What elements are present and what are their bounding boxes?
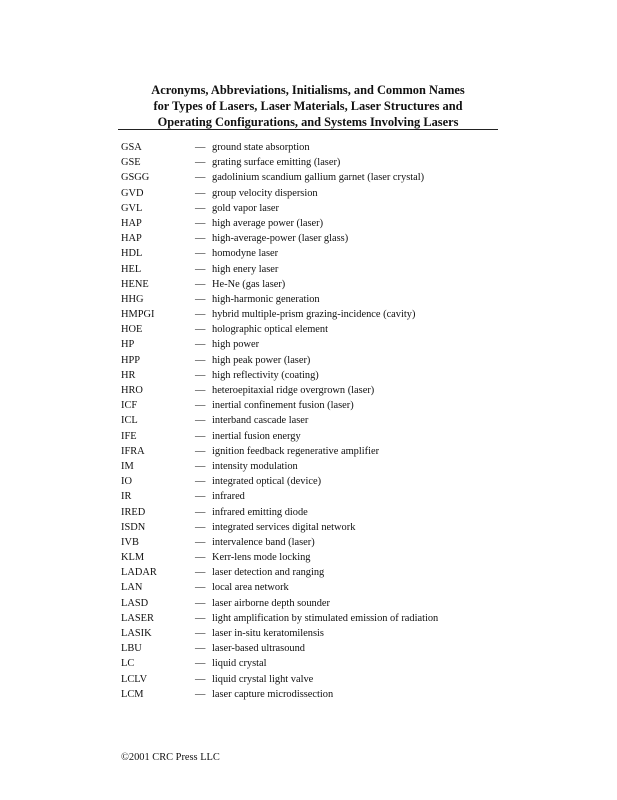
- definition: intensity modulation: [212, 460, 298, 472]
- separator-dash: —: [195, 643, 206, 655]
- definition: high-average-power (laser glass): [212, 233, 349, 245]
- definition: liquid crystal: [212, 658, 267, 670]
- list-item: [121, 611, 521, 626]
- acronym: HAP: [121, 217, 142, 229]
- definition: high enery laser: [212, 263, 279, 275]
- definition: Kerr-lens mode locking: [212, 552, 311, 564]
- definition: integrated services digital network: [212, 521, 356, 533]
- acronym: KLM: [121, 552, 145, 564]
- separator-dash: —: [195, 339, 206, 351]
- list-item: [121, 201, 521, 216]
- definition: laser capture microdissection: [212, 688, 334, 700]
- separator-dash: —: [195, 582, 206, 594]
- definition: heteroepitaxial ridge overgrown (laser): [212, 385, 375, 396]
- definition: high peak power (laser): [212, 354, 311, 366]
- separator-dash: —: [195, 354, 206, 366]
- list-item: [121, 262, 521, 277]
- acronym: HAP: [121, 233, 142, 245]
- list-item: [121, 565, 521, 580]
- definition: laser airborne depth sounder: [212, 597, 331, 609]
- separator-dash: —: [195, 460, 206, 472]
- title-line-1: Acronyms, Abbreviations, Initialisms, and Common Names: [151, 83, 465, 97]
- separator-dash: —: [195, 400, 206, 412]
- acronym: LCLV: [121, 673, 148, 685]
- definition: grating surface emitting (laser): [212, 157, 341, 169]
- acronym: HR: [121, 369, 136, 381]
- separator-dash: —: [195, 506, 206, 518]
- acronym: IRED: [121, 506, 146, 518]
- definition: infrared: [212, 491, 245, 503]
- separator-dash: —: [195, 324, 206, 336]
- separator-dash: —: [195, 567, 206, 579]
- list-item: [121, 672, 521, 687]
- acronym: LCM: [121, 688, 144, 700]
- separator-dash: —: [195, 309, 206, 321]
- separator-dash: —: [195, 293, 206, 305]
- definition: inertial fusion energy: [212, 430, 301, 442]
- acronym: HDL: [121, 248, 143, 260]
- definition: gadolinium scandium gallium garnet (laser crystal): [212, 172, 425, 184]
- definition: high average power (laser): [212, 217, 324, 229]
- list-item: [121, 216, 521, 231]
- title-rule: [118, 129, 498, 130]
- definition: infrared emitting diode: [212, 506, 308, 518]
- definition: light amplification by stimulated emission of radiation: [212, 612, 439, 624]
- list-item: [121, 550, 521, 565]
- list-item: [121, 383, 521, 398]
- separator-dash: —: [195, 673, 206, 685]
- acronym: GSE: [121, 157, 141, 169]
- separator-dash: —: [195, 217, 206, 229]
- list-item: [121, 170, 521, 185]
- acronym: HRO: [121, 385, 143, 396]
- list-item: [121, 474, 521, 489]
- list-item: [121, 155, 521, 170]
- separator-dash: —: [195, 263, 206, 275]
- acronym: HENE: [121, 278, 149, 290]
- acronym: LADAR: [121, 567, 157, 579]
- separator-dash: —: [195, 552, 206, 564]
- acronym: IFE: [121, 430, 137, 442]
- list-item: [121, 687, 521, 702]
- definition: high power: [212, 339, 260, 351]
- separator-dash: —: [195, 157, 206, 169]
- definition: laser detection and ranging: [212, 567, 325, 579]
- acronym: LC: [121, 658, 135, 670]
- acronym-list: [121, 140, 521, 702]
- definition: group velocity dispersion: [212, 187, 318, 199]
- definition: gold vapor laser: [212, 202, 279, 214]
- separator-dash: —: [195, 597, 206, 609]
- definition: intervalence band (laser): [212, 536, 315, 548]
- definition: integrated optical (device): [212, 476, 322, 488]
- acronym: LAN: [121, 582, 143, 594]
- separator-dash: —: [195, 415, 206, 427]
- definition: ignition feedback regenerative amplifier: [212, 445, 380, 457]
- separator-dash: —: [195, 536, 206, 548]
- acronym: LASER: [121, 612, 154, 624]
- title-line-3: Operating Configurations, and Systems Involving Lasers: [157, 115, 459, 129]
- acronym: HHG: [121, 293, 144, 305]
- list-item: [121, 277, 521, 292]
- copyright-footer: ©2001 CRC Press LLC: [121, 752, 220, 763]
- acronym: HEL: [121, 263, 142, 275]
- acronym: GSGG: [121, 172, 150, 184]
- list-item: [121, 489, 521, 504]
- separator-dash: —: [195, 628, 206, 639]
- separator-dash: —: [195, 278, 206, 290]
- separator-dash: —: [195, 476, 206, 488]
- acronym: LASD: [121, 597, 149, 609]
- acronym: ICF: [121, 400, 138, 412]
- list-item: [121, 292, 521, 307]
- list-item: [121, 535, 521, 550]
- list-item: [121, 641, 521, 656]
- acronym: IVB: [121, 536, 139, 548]
- separator-dash: —: [195, 233, 206, 245]
- separator-dash: —: [195, 430, 206, 442]
- definition: interband cascade laser: [212, 415, 309, 427]
- list-item: [121, 459, 521, 474]
- list-item: [121, 322, 521, 337]
- acronym: IR: [121, 491, 132, 503]
- separator-dash: —: [195, 142, 206, 153]
- list-item: [121, 596, 521, 611]
- acronym: ISDN: [121, 521, 146, 533]
- definition: inertial confinement fusion (laser): [212, 400, 354, 412]
- definition: high-harmonic generation: [212, 293, 320, 305]
- list-item: [121, 505, 521, 520]
- list-item: [121, 626, 521, 641]
- acronym: GSA: [121, 142, 142, 153]
- definition: homodyne laser: [212, 248, 279, 260]
- list-item: [121, 246, 521, 261]
- acronym: IO: [121, 476, 132, 488]
- definition: holographic optical element: [212, 324, 328, 336]
- page-title: [118, 82, 498, 130]
- definition: He-Ne (gas laser): [212, 278, 286, 290]
- list-item: [121, 429, 521, 444]
- acronym: GVL: [121, 202, 143, 214]
- title-line-2: for Types of Lasers, Laser Materials, Laser Structures and: [153, 99, 463, 113]
- acronym: HOE: [121, 324, 143, 336]
- separator-dash: —: [195, 521, 206, 533]
- list-item: [121, 520, 521, 535]
- definition: liquid crystal light valve: [212, 673, 314, 685]
- list-item: [121, 186, 521, 201]
- acronym: HMPGI: [121, 309, 155, 321]
- acronym: LASIK: [121, 628, 152, 639]
- acronym: HPP: [121, 354, 141, 366]
- separator-dash: —: [195, 385, 206, 396]
- separator-dash: —: [195, 202, 206, 214]
- list-item: [121, 140, 521, 155]
- separator-dash: —: [195, 658, 206, 670]
- definition: high reflectivity (coating): [212, 369, 319, 381]
- acronym: IFRA: [121, 445, 145, 457]
- list-item: [121, 413, 521, 428]
- definition: ground state absorption: [212, 142, 310, 153]
- separator-dash: —: [195, 612, 206, 624]
- separator-dash: —: [195, 688, 206, 700]
- definition: local area network: [212, 582, 289, 594]
- acronym: GVD: [121, 187, 144, 199]
- separator-dash: —: [195, 369, 206, 381]
- acronym: IM: [121, 460, 134, 472]
- separator-dash: —: [195, 491, 206, 503]
- list-item: [121, 368, 521, 383]
- list-item: [121, 231, 521, 246]
- list-item: [121, 444, 521, 459]
- separator-dash: —: [195, 248, 206, 260]
- separator-dash: —: [195, 445, 206, 457]
- definition: hybrid multiple-prism grazing-incidence (cavity): [212, 309, 416, 321]
- definition: laser-based ultrasound: [212, 643, 305, 655]
- separator-dash: —: [195, 172, 206, 184]
- acronym: HP: [121, 339, 135, 351]
- list-item: [121, 353, 521, 368]
- acronym: LBU: [121, 643, 142, 655]
- acronym: ICL: [121, 415, 138, 427]
- list-item: [121, 580, 521, 595]
- separator-dash: —: [195, 187, 206, 199]
- list-item: [121, 398, 521, 413]
- list-item: [121, 307, 521, 322]
- list-item: [121, 337, 521, 352]
- definition: laser in-situ keratomilensis: [212, 628, 324, 639]
- list-item: [121, 656, 521, 671]
